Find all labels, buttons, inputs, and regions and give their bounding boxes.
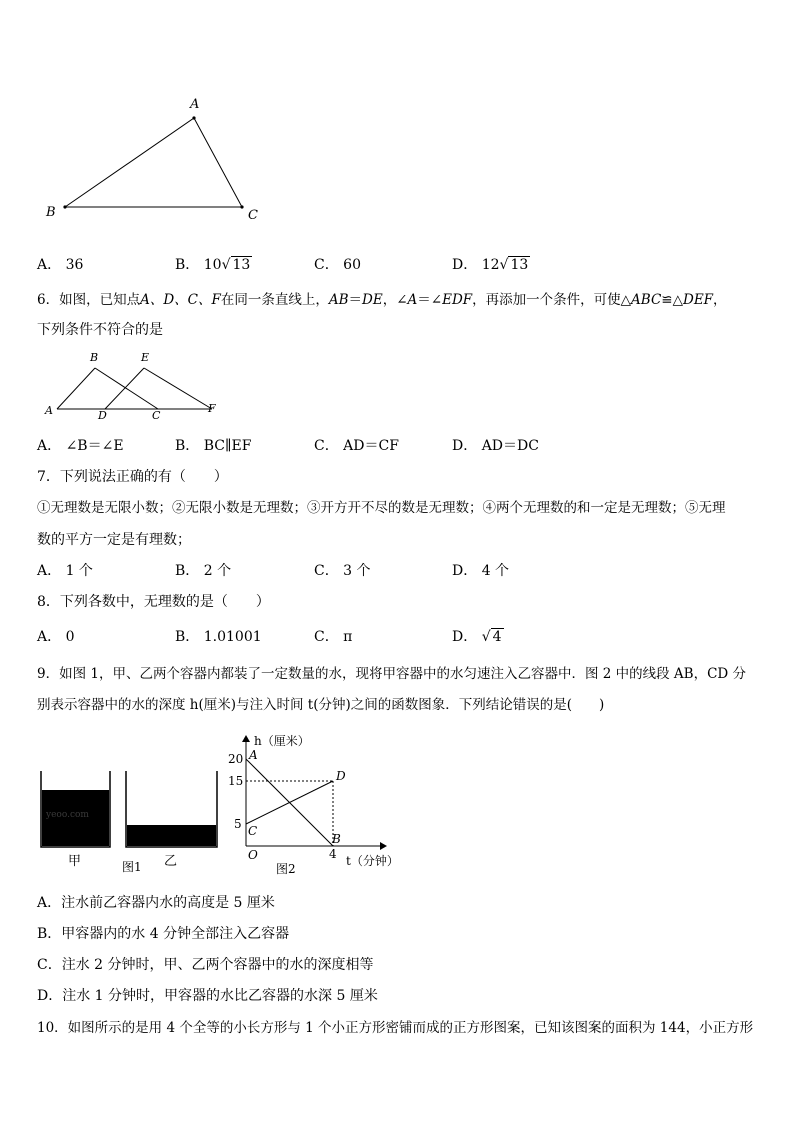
q6-stem-line2: 下列条件不符合的是: [37, 322, 163, 338]
q5-option-b[interactable]: [175, 255, 252, 275]
q8-option-b[interactable]: B． 1.01001: [175, 629, 262, 645]
q9-option-b[interactable]: B．甲容器内的水 4 分钟全部注入乙容器: [37, 926, 290, 942]
point-label-d: D: [98, 409, 107, 420]
q10-stem-line1: 10．如图所示的是用 4 个全等的小长方形与 1 个小正方形密铺而成的正方形图案，已知该图案的面积为 144，小正方形: [37, 1020, 754, 1036]
option-coef: 12: [481, 257, 500, 273]
x-tick-4: 4: [329, 847, 337, 861]
point-d: D: [336, 769, 346, 783]
y-axis-label: h（厘米）: [254, 734, 310, 748]
container-jia-label: 甲: [68, 854, 82, 869]
point-label-c: C: [152, 409, 161, 420]
vertex-label-c: C: [248, 208, 258, 223]
y-tick-20: 20: [228, 752, 244, 766]
point-c: C: [248, 824, 258, 838]
figure2-caption: 图2: [276, 862, 296, 876]
option-letter: C．: [314, 257, 339, 273]
q7-statements-line2: 数的平方一定是有理数；: [37, 532, 191, 548]
option-text: 60: [343, 257, 361, 273]
q7-option-b[interactable]: B． 2 个: [175, 563, 232, 579]
q6-option-d[interactable]: D． AD＝DC: [452, 438, 539, 454]
option-letter: A．: [37, 257, 62, 273]
q5-option-d[interactable]: [452, 255, 530, 275]
point-label-e: E: [141, 351, 150, 364]
q9-stem-line1: 9．如图 1，甲、乙两个容器内都装了一定数量的水，现将甲容器中的水匀速注入乙容器中．图 2 中的线段 AB，CD 分: [37, 666, 747, 682]
container-yi-label: 乙: [164, 854, 178, 869]
point-label-f: F: [208, 402, 216, 415]
sqrt-symbol: √ 4: [481, 629, 502, 645]
figure2-graph: [226, 728, 412, 876]
option-letter: B．: [175, 257, 200, 273]
figure1-containers: [36, 765, 226, 875]
figure1-caption: 图1: [122, 860, 142, 874]
q8-option-c[interactable]: C． π: [314, 629, 353, 645]
radicand: 13: [510, 257, 529, 273]
q7-option-c[interactable]: C． 3 个: [314, 563, 371, 579]
origin-label: O: [248, 848, 258, 862]
y-tick-5: 5: [234, 817, 242, 831]
q5-option-c[interactable]: [314, 255, 361, 275]
radicand: 13: [232, 257, 251, 273]
option-coef: 10: [203, 257, 222, 273]
q8-option-a[interactable]: A． 0: [37, 629, 75, 645]
vertex-label-b: B: [46, 205, 56, 220]
q6-stem-line1: 6．如图，已知点A、D、C、F在同一条直线上，AB＝DE，∠A＝∠EDF，再添加一个条件，可使△ABC≌△DEF，: [37, 292, 727, 308]
q8-option-d[interactable]: D． √ 4: [452, 629, 502, 645]
point-label-a: A: [45, 404, 53, 417]
triangle-abc-figure: [40, 92, 280, 227]
q7-option-d[interactable]: D． 4 个: [452, 563, 510, 579]
q9-option-c[interactable]: C．注水 2 分钟时，甲、乙两个容器中的水的深度相等: [37, 957, 374, 973]
point-label-b: B: [90, 351, 99, 364]
q6-option-c[interactable]: C． AD＝CF: [314, 438, 399, 454]
vertex-label-a: A: [190, 97, 200, 112]
sqrt-symbol: √ 13: [221, 257, 251, 273]
y-tick-15: 15: [228, 774, 244, 788]
option-letter: D．: [452, 257, 478, 273]
q9-option-d[interactable]: D．注水 1 分钟时，甲容器的水比乙容器的水深 5 厘米: [37, 988, 378, 1004]
point-b: B: [332, 832, 341, 846]
q7-stem: 7．下列说法正确的有（ ）: [37, 469, 228, 485]
x-axis-label: t（分钟）: [346, 854, 399, 868]
q5-option-a[interactable]: [37, 255, 83, 275]
q6-option-b[interactable]: B． BC∥EF: [175, 438, 252, 454]
watermark-text: yeoo.com: [46, 810, 89, 820]
overlapping-triangles-figure: [40, 348, 230, 420]
sqrt-symbol: √ 13: [499, 257, 529, 273]
q8-stem: 8．下列各数中，无理数的是（ ）: [37, 594, 270, 610]
q6-option-a[interactable]: A． ∠B＝∠E: [37, 438, 124, 454]
point-a: A: [249, 748, 258, 762]
q7-option-a[interactable]: A． 1 个: [37, 563, 93, 579]
q9-option-a[interactable]: A．注水前乙容器内水的高度是 5 厘米: [37, 895, 275, 911]
option-text: 36: [65, 257, 84, 273]
q9-stem-line2: 别表示容器中的水的深度 h(厘米)与注入时间 t(分钟)之间的函数图象．下列结论错误的是( ): [37, 697, 605, 713]
q7-statements-line1: ①无理数是无限小数；②无限小数是无理数；③开方开不尽的数是无理数；④两个无理数的和一定是无理数；⑤无理: [37, 500, 726, 516]
